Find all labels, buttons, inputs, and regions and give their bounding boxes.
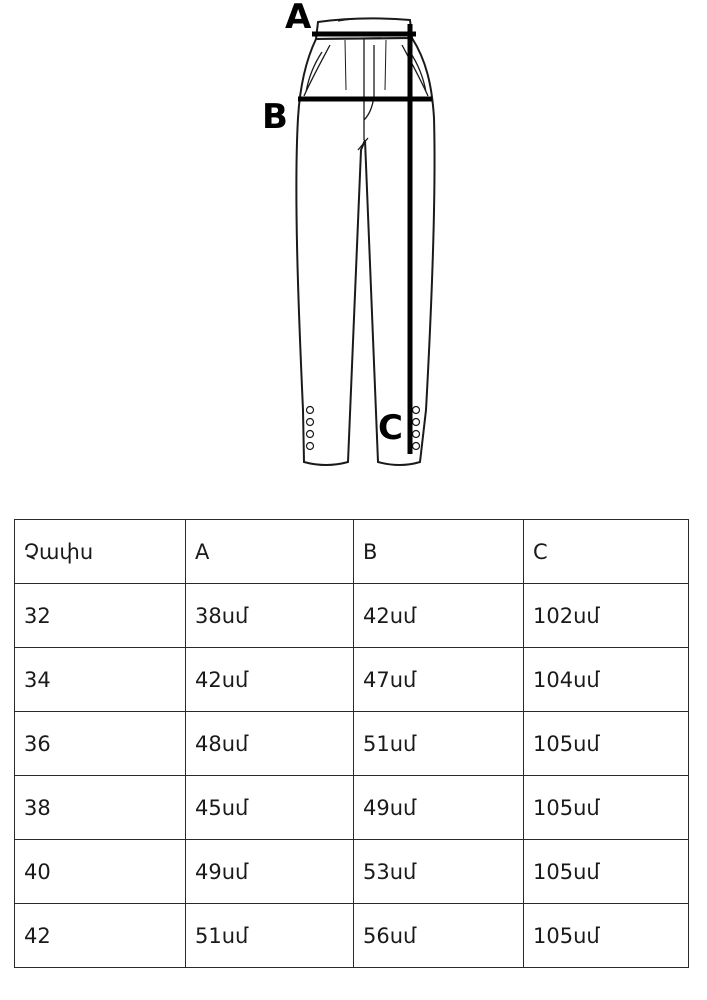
button-icon xyxy=(413,407,420,414)
cell-b: 53սմ xyxy=(354,840,524,904)
cell-size: 36 xyxy=(15,712,186,776)
cell-c: 105սմ xyxy=(524,904,689,968)
cell-a: 45սմ xyxy=(186,776,354,840)
cell-a: 48սմ xyxy=(186,712,354,776)
table-row xyxy=(15,648,689,712)
dimension-label-c: C xyxy=(378,408,403,448)
cell-size: 38 xyxy=(15,776,186,840)
cell-c: 105սմ xyxy=(524,712,689,776)
trousers-outline xyxy=(296,38,434,465)
cell-b: 42սմ xyxy=(354,584,524,648)
dimension-label-b: B xyxy=(262,97,288,137)
cell-size: 40 xyxy=(15,840,186,904)
table-header-row xyxy=(15,520,689,584)
size-chart-table xyxy=(14,519,689,968)
button-icon xyxy=(307,443,314,450)
cell-b: 47սմ xyxy=(354,648,524,712)
header-c: C xyxy=(524,520,689,584)
cell-c: 104սմ xyxy=(524,648,689,712)
dimension-label-a: A xyxy=(285,0,312,37)
button-icon xyxy=(307,419,314,426)
button-icon xyxy=(307,407,314,414)
cell-size: 34 xyxy=(15,648,186,712)
cell-c: 105սմ xyxy=(524,776,689,840)
button-icon xyxy=(307,431,314,438)
trousers-illustration xyxy=(0,0,707,480)
header-b: B xyxy=(354,520,524,584)
button-icon xyxy=(413,419,420,426)
table-row xyxy=(15,840,689,904)
cell-c: 105սմ xyxy=(524,840,689,904)
cell-b: 49սմ xyxy=(354,776,524,840)
cell-a: 42սմ xyxy=(186,648,354,712)
header-size: Չափս xyxy=(15,520,186,584)
cell-size: 32 xyxy=(15,584,186,648)
button-icon xyxy=(413,443,420,450)
header-a: A xyxy=(186,520,354,584)
cell-c: 102սմ xyxy=(524,584,689,648)
table-row xyxy=(15,904,689,968)
cell-a: 51սմ xyxy=(186,904,354,968)
cell-b: 56սմ xyxy=(354,904,524,968)
cell-a: 49սմ xyxy=(186,840,354,904)
cell-size: 42 xyxy=(15,904,186,968)
table-row xyxy=(15,584,689,648)
table-row xyxy=(15,776,689,840)
button-icon xyxy=(413,431,420,438)
table-row xyxy=(15,712,689,776)
cell-a: 38սմ xyxy=(186,584,354,648)
trousers-measurement-diagram xyxy=(0,0,707,480)
cell-b: 51սմ xyxy=(354,712,524,776)
